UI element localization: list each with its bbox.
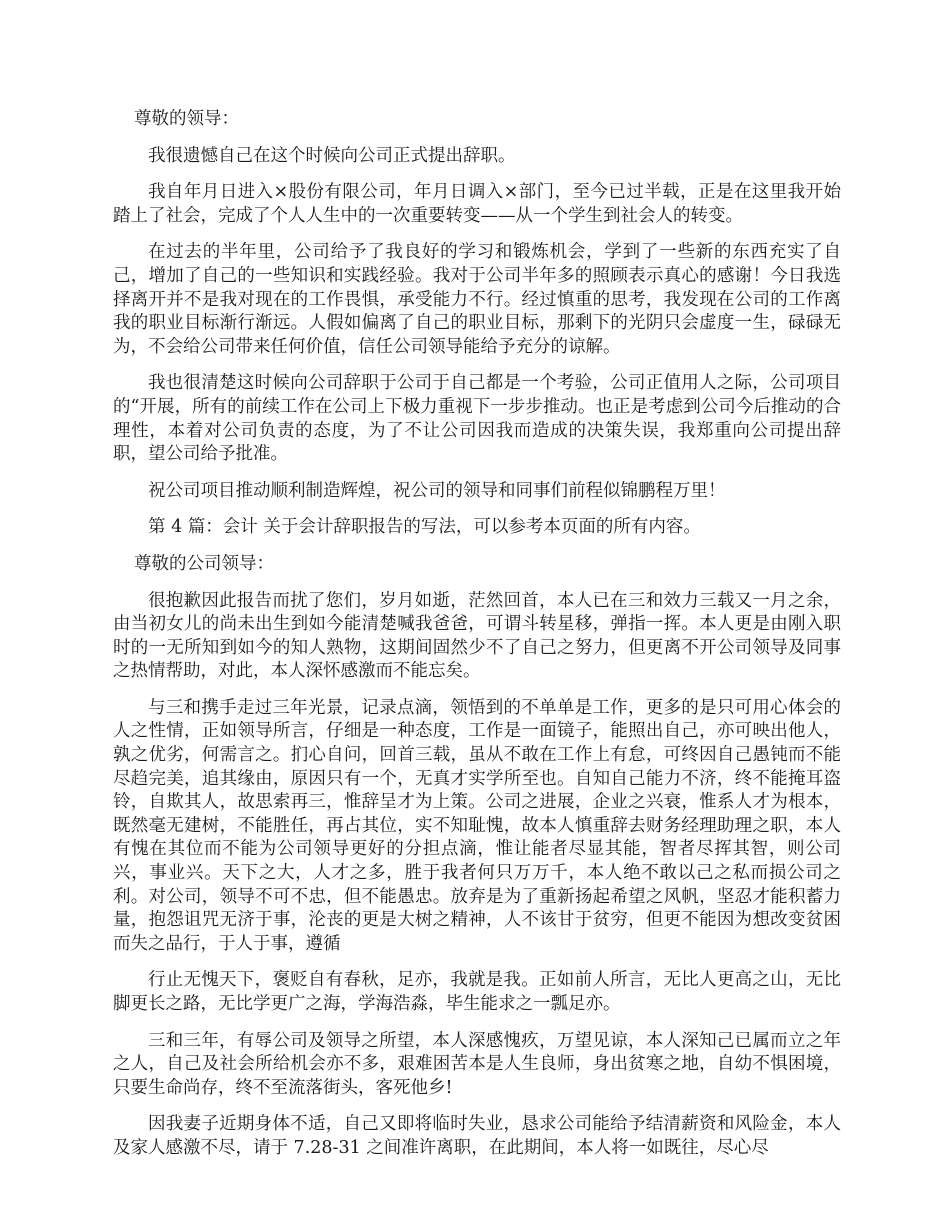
paragraph-regret: 我很遗憾自己在这个时候向公司正式提出辞职。 (148, 145, 516, 166)
paragraph-three-years: 与三和携手走过三年光景，记录点滴，领悟到的不单单是工作，更多的是只可用心体会的人之性情，正如领导所言，仔细是一种态度，工作是一面镜子，能照出自己，亦可映出他人，孰之优劣，何需言之。扪心自问，回首三载，虽从不敢在工作上有怠，可终因自己愚钝而不能尽趋完美，追其缘由，原因只有一个，无真才实学所至也。自知自己能力不济，终不能掩耳盗铃，自欺其人，故思索再三，惟辞呈才为上策。公司之进展，企业之兴衰，惟系人才为根本，既然毫无建树，不能胜任，再占其位，实不知耻愧，故本人慎重辞去财务经理助理之职，本人有愧在其位而不能为公司领导更好的分担点滴，惟让能者尽显其能，智者尽挥其智，则公司兴，事业兴。天下之大，人才之多，胜于我者何只万万千，本人绝不敢以己之私而损公司之利。对公司，领导不可不忠，但不能愚忠。放弃是为了重新扬起希望之风帆，坚忍才能积蓄力量，抱怨诅咒无济于事，沦丧的更是大树之精神，人不该甘于贫穷，但更不能因为想改变贫困而失之品行，于人于事，遵循 (113, 697, 841, 954)
paragraph-conduct: 行止无愧天下，褒贬自有春秋，足亦，我就是我。正如前人所言，无比人更高之山，无比脚更长之路，无比学更广之海，学海浩淼，毕生能求之一瓢足亦。 (113, 970, 841, 1014)
paragraph-family-request: 因我妻子近期身体不适，自己又即将临时失业，恳求公司能给予结清薪资和风险金，本人及家人感激不尽，请于 7.28-31 之间准许离职，在此期间，本人将一如既往，尽心尽 (113, 1114, 841, 1158)
section-heading-article-4: 第 4 篇：会计 关于会计辞职报告的写法，可以参考本页面的所有内容。 (148, 517, 701, 538)
salutation-company-leader: 尊敬的公司领导： (134, 553, 274, 574)
paragraph-resignation-reason: 我也很清楚这时候向公司辞职于公司于自己都是一个考验，公司正值用人之际，公司项目的“开展，所有的前续工作在公司上下极力重视下一步步推动。也正是考虑到公司今后推动的合理性，本着对公司负责的态度，为了不让公司因我而造成的决策失误，我郑重向公司提出辞职，望公司给予批准。 (113, 373, 841, 465)
paragraph-sanhe-three-years: 三和三年，有辱公司及领导之所望，本人深感愧疚，万望见谅，本人深知己已属而立之年之人，自己及社会所给机会亦不多，艰难困苦本是人生良师，身出贫寒之地，自幼不惧困境，只要生命尚存，终不至流落街头，客死他乡! (113, 1030, 841, 1098)
salutation-leader: 尊敬的领导： (134, 109, 239, 129)
paragraph-past-half-year: 在过去的半年里，公司给予了我良好的学习和锻炼机会，学到了一些新的东西充实了自己，增加了自己的一些知识和实践经验。我对于公司半年多的照顾表示真心的感谢！今日我选择离开并不是我对现在的工作畏惧，承受能力不行。经过慎重的思考，我发现在公司的工作离我的职业目标渐行渐远。人假如偏离了自己的职业目标，那剩下的光阴只会虚度一生，碌碌无为，不会给公司带来任何价值，信任公司领导能给予充分的谅解。 (113, 242, 841, 357)
paragraph-joined-company: 我自年月日进入×股份有限公司，年月日调入×部门，至今已过半载，正是在这里我开始踏上了社会，完成了个人人生中的一次重要转变——从一个学生到社会人的转变。 (113, 182, 841, 226)
document-page (113, 108, 841, 1174)
paragraph-apology: 很抱歉因此报告而扰了您们，岁月如逝，茫然回首，本人已在三和效力三载又一月之余，由当初女儿的尚未出生到如今能清楚喊我爸爸，可谓斗转星移，弹指一挥。本人更是由刚入职时的一无所知到如今的知人熟物，这期间固然少不了自己之努力，但更离不开公司领导及同事之热情帮助，对此，本人深怀感激而不能忘矣。 (113, 590, 841, 682)
paragraph-well-wishes: 祝公司项目推动顺利制造辉煌，祝公司的领导和同事们前程似锦鹏程万里！ (148, 480, 726, 501)
